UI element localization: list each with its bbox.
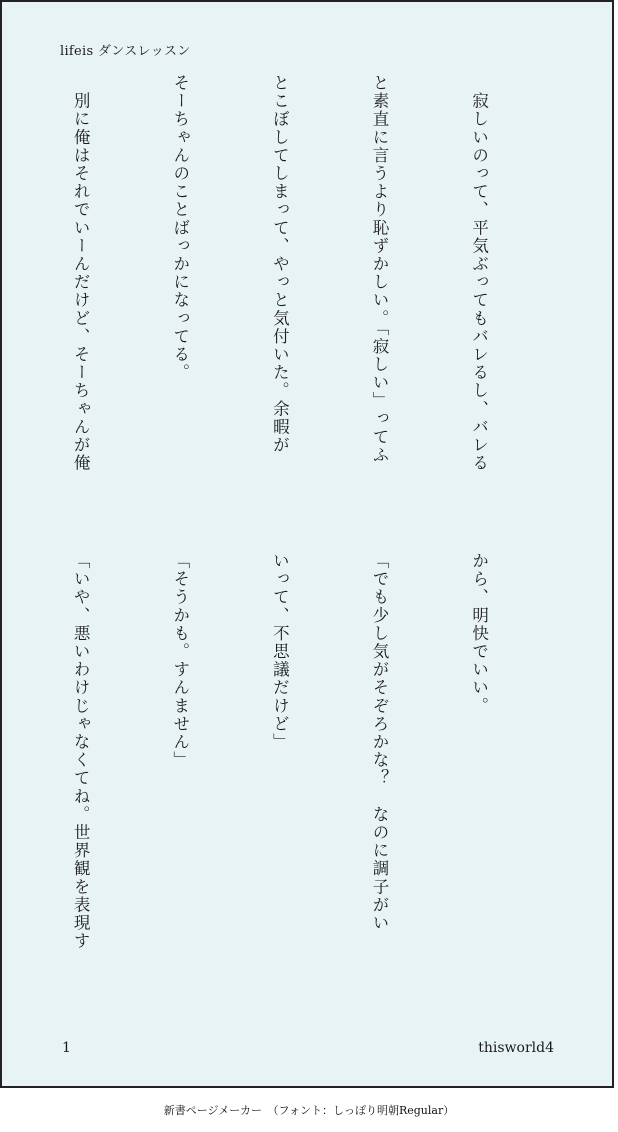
text-line: いって、不思議だけど」 — [270, 552, 290, 752]
text-line: 「そうかも。すんません」 — [170, 552, 190, 770]
text-block-bottom — [0, 552, 562, 1000]
text-block-top — [0, 74, 562, 522]
text-line: 「いや、悪いわけじゃなくてね。世界観を表現す — [71, 552, 91, 951]
text-line: から、明快でいい。 — [469, 552, 489, 715]
page-number: 1 — [62, 1040, 71, 1056]
author-name: thisworld4 — [478, 1040, 554, 1056]
text-line: とこぼしてしまって、やっと気付いた。余暇が — [270, 74, 290, 455]
page-header-title: lifeis ダンスレッスン — [60, 44, 191, 59]
text-line: 寂しいのって、平気ぶってもバレるし、バレる — [469, 74, 489, 473]
text-line: そーちゃんのことばっかになってる。 — [170, 74, 190, 382]
generator-caption: 新書ページメーカー （フォント：しっぽり明朝Regular） — [163, 1104, 455, 1117]
text-line: 「でも少し気がそぞろかな？ なのに調子がい — [369, 552, 389, 933]
text-line: と素直に言うより恥ずかしい。「寂しい」ってふ — [369, 74, 389, 464]
text-line: 別に俺はそれでいーんだけど、そーちゃんが俺 — [71, 74, 91, 473]
